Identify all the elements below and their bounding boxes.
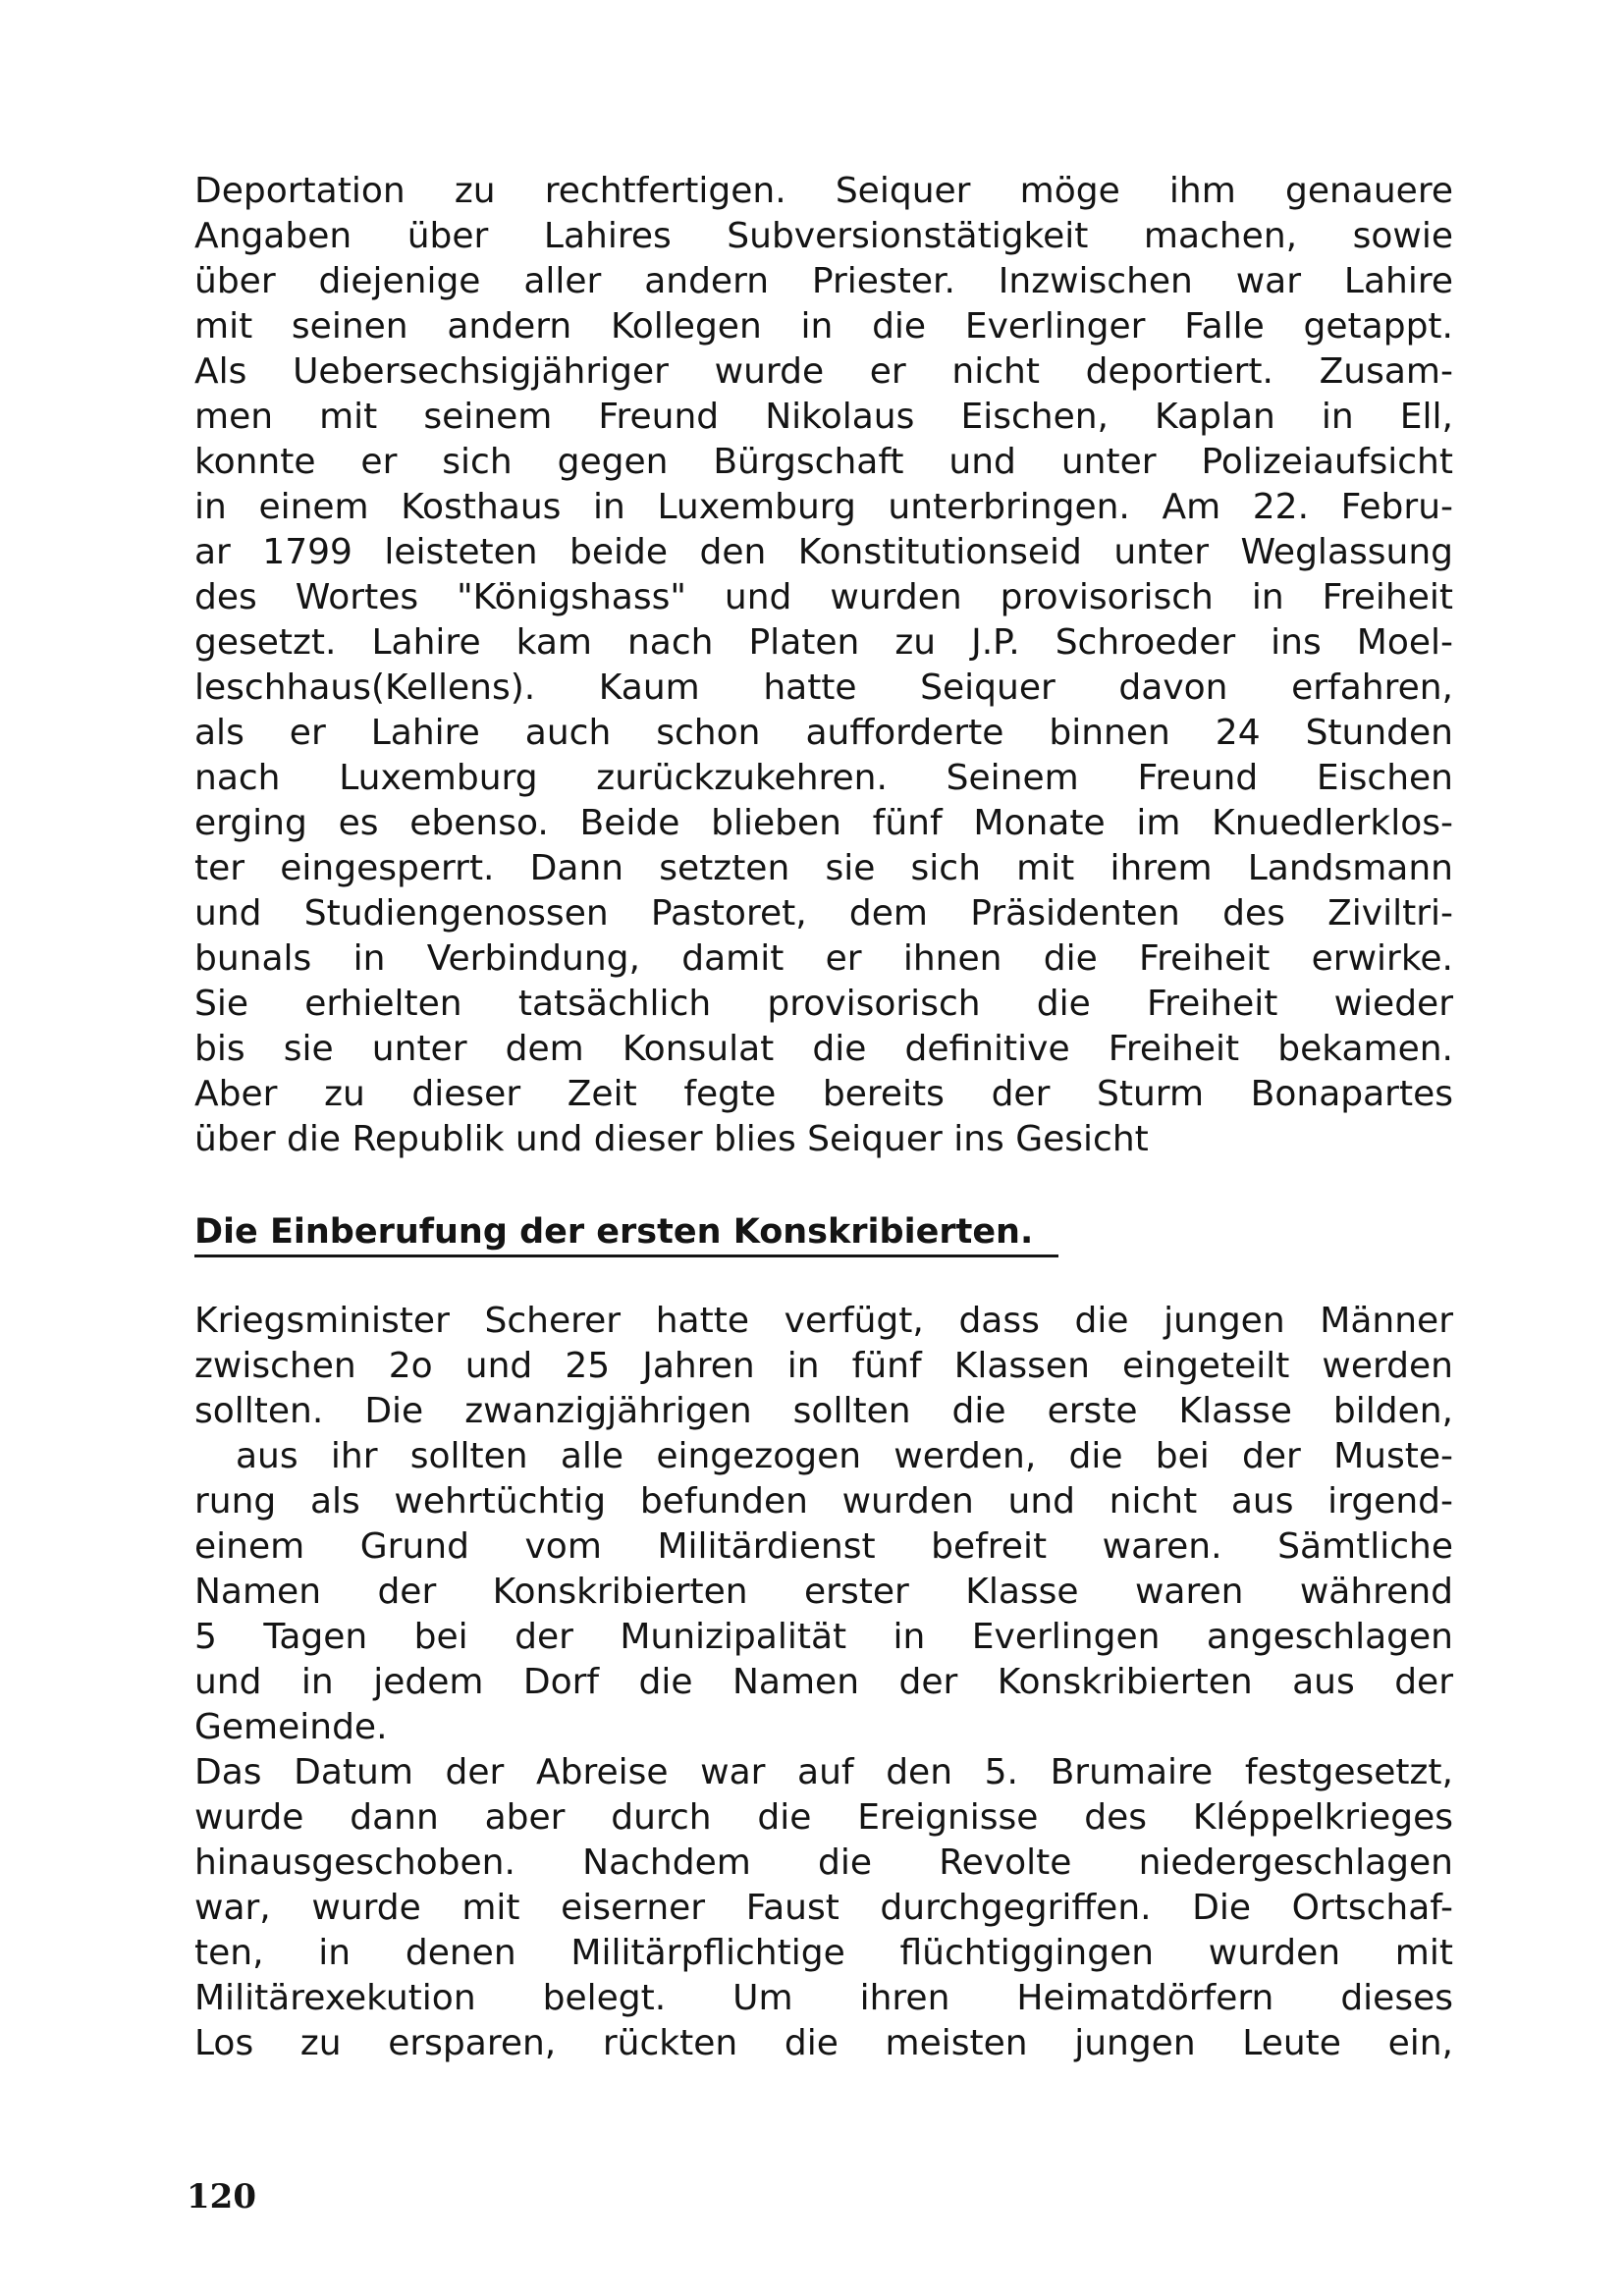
text-line: 5 Tagen bei der Munizipalität in Everlingen angeschlagen [194, 1617, 1453, 1657]
text-line: Deportation zu rechtfertigen. Seiquer möge ihm genauere [194, 171, 1453, 211]
text-line: als er Lahire auch schon aufforderte binnen 24 Stunden [194, 713, 1453, 753]
paragraph-abreise [194, 1750, 1453, 2066]
text-line: sollten. Die zwanzigjährigen sollten die erste Klasse bilden, [194, 1391, 1453, 1431]
text-line: Namen der Konskribierten erster Klasse waren während [194, 1572, 1453, 1612]
text-line: wurde dann aber durch die Ereignisse des Kléppelkrieges [194, 1797, 1453, 1838]
text-line: gesetzt. Lahire kam nach Platen zu J.P. Schroeder ins Moel- [194, 622, 1453, 663]
text-line: Als Uebersechsigjähriger wurde er nicht deportiert. Zusam- [194, 351, 1453, 392]
text-line: und in jedem Dorf die Namen der Konskribierten aus der [194, 1662, 1453, 1702]
section-heading: Die Einberufung der ersten Konskribierten. [194, 1209, 1058, 1257]
text-line: Aber zu dieser Zeit fegte bereits der Sturm Bonapartes [194, 1074, 1453, 1114]
text-line: einem Grund vom Militärdienst befreit waren. Sämtliche [194, 1526, 1453, 1567]
text-line: des Wortes "Königshass" und wurden provisorisch in Freiheit [194, 577, 1453, 617]
text-line: bunals in Verbindung, damit er ihnen die Freiheit erwirke. [194, 938, 1453, 979]
text-line: mit seinen andern Kollegen in die Everlinger Falle getappt. [194, 306, 1453, 347]
text-line: war, wurde mit eiserner Faust durchgegriffen. Die Ortschaf- [194, 1888, 1453, 1928]
text-line: Gemeinde. [194, 1707, 388, 1747]
text-line: leschhaus(Kellens). Kaum hatte Seiquer davon erfahren, [194, 667, 1453, 708]
text-line: nach Luxemburg zurückzukehren. Seinem Freund Eischen [194, 758, 1453, 798]
text-line: über die Republik und dieser blies Seiquer ins Gesicht [194, 1119, 1149, 1159]
text-line: Sie erhielten tatsächlich provisorisch die Freiheit wieder [194, 984, 1453, 1024]
text-line: ten, in denen Militärpflichtige flüchtiggingen wurden mit [194, 1933, 1453, 1973]
text-line: rung als wehrtüchtig befunden wurden und nicht aus irgend- [194, 1481, 1453, 1522]
text-line: hinausgeschoben. Nachdem die Revolte niedergeschlagen [194, 1842, 1453, 1883]
text-line: Kriegsminister Scherer hatte verfügt, dass die jungen Männer [194, 1301, 1453, 1341]
text-line: men mit seinem Freund Nikolaus Eischen, Kaplan in Ell, [194, 397, 1453, 437]
paragraph-lahire [194, 169, 1453, 1162]
text-line: und Studiengenossen Pastoret, dem Präsidenten des Ziviltri- [194, 893, 1453, 934]
text-line: bis sie unter dem Konsulat die definitive Freiheit bekamen. [194, 1029, 1453, 1069]
text-line: ter eingesperrt. Dann setzten sie sich mit ihrem Landsmann [194, 848, 1453, 888]
text-line: Angaben über Lahires Subversionstätigkeit machen, sowie [194, 216, 1453, 256]
text-line: zwischen 2o und 25 Jahren in fünf Klassen eingeteilt werden [194, 1346, 1453, 1386]
text-line: ar 1799 leisteten beide den Konstitutionseid unter Weglassung [194, 532, 1453, 572]
text-line: Das Datum der Abreise war auf den 5. Brumaire festgesetzt, [194, 1752, 1453, 1792]
text-line: aus ihr sollten alle eingezogen werden, die bei der Muste- [236, 1436, 1453, 1476]
paragraph-konskription [194, 1299, 1453, 1750]
text-line: Los zu ersparen, rückten die meisten jungen Leute ein, [194, 2023, 1453, 2063]
text-line: in einem Kosthaus in Luxemburg unterbringen. Am 22. Febru- [194, 487, 1453, 527]
text-line: erging es ebenso. Beide blieben fünf Monate im Knuedlerklos- [194, 803, 1453, 843]
page-number: 120 [187, 2177, 256, 2216]
text-line: konnte er sich gegen Bürgschaft und unter Polizeiaufsicht [194, 442, 1453, 482]
text-line: über diejenige aller andern Priester. Inzwischen war Lahire [194, 261, 1453, 301]
text-line: Militärexekution belegt. Um ihren Heimatdörfern dieses [194, 1978, 1453, 2018]
